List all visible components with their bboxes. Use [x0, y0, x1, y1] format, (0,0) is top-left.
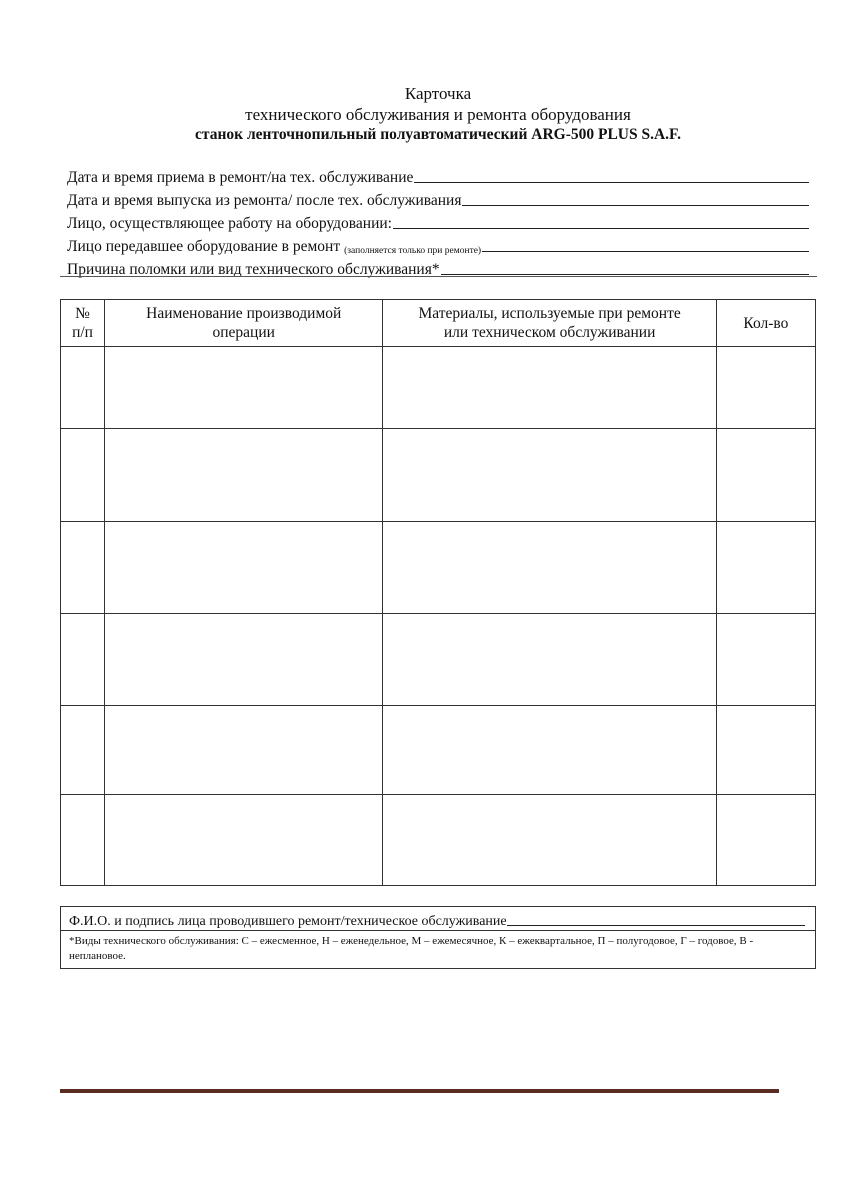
- operation-cell[interactable]: [105, 429, 383, 522]
- operator-blank[interactable]: [393, 212, 809, 229]
- materials-cell[interactable]: [383, 522, 716, 614]
- intake-date-blank[interactable]: [414, 166, 809, 183]
- handover-person-blank[interactable]: [482, 235, 809, 252]
- row-number-cell[interactable]: [61, 706, 105, 795]
- column-header-operation-line-1: Наименование производимой: [146, 305, 342, 322]
- handover-person-note: (заполняется только при ремонте): [344, 246, 482, 256]
- column-header-quantity-label: Кол-во: [743, 314, 789, 332]
- quantity-cell[interactable]: [716, 795, 815, 886]
- footer-divider-bar: [60, 1089, 779, 1093]
- column-header-number-line-1: №: [75, 305, 90, 322]
- column-header-operation-line-2: операции: [212, 324, 275, 341]
- handover-person-field: [67, 233, 809, 256]
- card-title-line-2: технического обслуживания и ремонта оборудования: [245, 105, 631, 124]
- card-title: Карточка: [404, 84, 472, 103]
- operations-table: [60, 299, 816, 886]
- row-number-cell[interactable]: [61, 522, 105, 614]
- intake-date-field: [67, 164, 809, 187]
- quantity-cell[interactable]: [716, 347, 815, 429]
- row-number-cell[interactable]: [61, 795, 105, 886]
- column-header-operation: [105, 300, 383, 347]
- fields-divider: [60, 276, 817, 277]
- operator-label: Лицо, осуществляющее работу на оборудовании:: [67, 215, 392, 232]
- operation-cell[interactable]: [105, 522, 383, 614]
- intake-fields: [67, 164, 809, 279]
- operation-cell[interactable]: [105, 614, 383, 706]
- table-row: [61, 429, 816, 522]
- column-header-materials-line-2: или техническом обслуживании: [443, 324, 656, 341]
- operation-cell[interactable]: [105, 347, 383, 429]
- table-header-row: [61, 300, 816, 347]
- signature-label: Ф.И.О. и подпись лица проводившего ремонт/техническое обслуживание: [69, 914, 507, 929]
- failure-reason-blank[interactable]: [441, 258, 809, 275]
- row-number-cell[interactable]: [61, 347, 105, 429]
- signature-blank[interactable]: [507, 911, 805, 926]
- table-row: [61, 706, 816, 795]
- quantity-cell[interactable]: [716, 429, 815, 522]
- quantity-cell[interactable]: [716, 706, 815, 795]
- materials-cell[interactable]: [383, 429, 716, 522]
- quantity-cell[interactable]: [716, 522, 815, 614]
- card-title-block: [60, 83, 816, 145]
- table-row: [61, 522, 816, 614]
- signature-field: [61, 907, 815, 931]
- operator-field: [67, 210, 809, 233]
- column-header-materials-line-1: Материалы, используемые при ремонте: [418, 305, 681, 322]
- materials-cell[interactable]: [383, 614, 716, 706]
- release-date-label: Дата и время выпуска из ремонта/ после тех. обслуживания: [67, 192, 462, 209]
- row-number-cell[interactable]: [61, 614, 105, 706]
- row-number-cell[interactable]: [61, 429, 105, 522]
- table-row: [61, 614, 816, 706]
- column-header-number: [61, 300, 105, 347]
- release-date-field: [67, 187, 809, 210]
- column-header-materials: [383, 300, 716, 347]
- equipment-name: станок ленточнопильный полуавтоматический ARG-500 PLUS S.A.F.: [195, 126, 681, 143]
- operation-cell[interactable]: [105, 706, 383, 795]
- table-row: [61, 795, 816, 886]
- maintenance-types-footnote: *Виды технического обслуживания: С – ежесменное, Н – еженедельное, М – ежемесячное, К – ежеквартальное, П – полугодовое, Г – годовое, В - неплановое.: [69, 935, 754, 962]
- quantity-cell[interactable]: [716, 614, 815, 706]
- column-header-number-line-2: п/п: [72, 324, 93, 341]
- materials-cell[interactable]: [383, 795, 716, 886]
- materials-cell[interactable]: [383, 347, 716, 429]
- release-date-blank[interactable]: [462, 189, 809, 206]
- operation-cell[interactable]: [105, 795, 383, 886]
- failure-reason-label: Причина поломки или вид технического обслуживания*: [67, 261, 440, 278]
- signature-box: [60, 906, 816, 969]
- handover-person-label: Лицо передавшее оборудование в ремонт: [67, 238, 341, 255]
- table-row: [61, 347, 816, 429]
- intake-date-label: Дата и время приема в ремонт/на тех. обслуживание: [67, 169, 414, 186]
- column-header-quantity: [716, 300, 815, 347]
- materials-cell[interactable]: [383, 706, 716, 795]
